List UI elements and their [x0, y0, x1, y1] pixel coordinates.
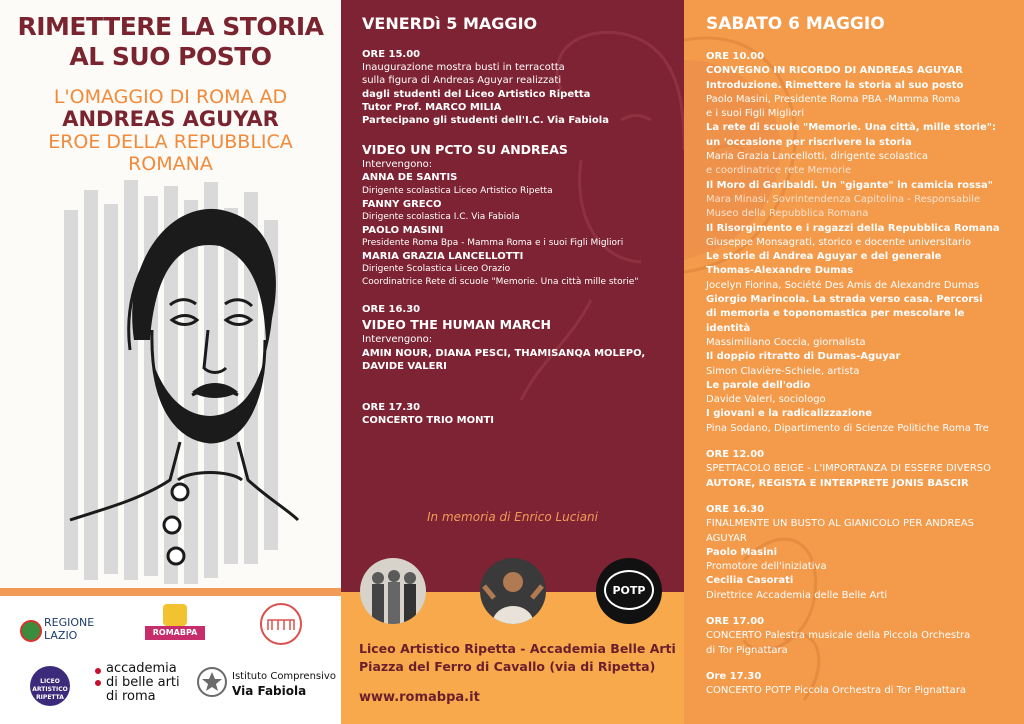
schedule-line: Introduzione. Rimettere la storia al suo posto [706, 79, 964, 91]
schedule-line: e coordinatrice rete Memorie [706, 165, 852, 177]
schedule-line: I giovani e la radicalizzazione [706, 408, 873, 420]
venue-line: Piazza del Ferro di Cavallo (via di Ripetta) [359, 659, 656, 674]
schedule-line: VIDEO UN PCTO SU ANDREAS [362, 142, 568, 158]
schedule-line: Direttrice Accademia delle Belle Arti [706, 589, 888, 601]
schedule-spacer [362, 373, 672, 387]
istituto-line: Istituto Comprensivo [232, 671, 336, 682]
subtitle-line-1: L'OMAGGIO DI ROMA AD [53, 86, 288, 108]
friday-day-heading: VENERDì 5 MAGGIO [362, 14, 538, 33]
schedule-spacer [362, 387, 672, 401]
schedule-line: ORE 16.30 [706, 503, 765, 515]
schedule-line: Paolo Masini, Presidente Roma PBA -Mamma Roma [706, 93, 961, 105]
poster-title-line-2: AL SUO POSTO [69, 42, 272, 71]
schedule-line: Mara Minasi, Sovrintendenza Capitolina - Responsabile [706, 193, 981, 205]
accademia-logo [106, 662, 180, 704]
accademia-line: di roma [106, 689, 156, 704]
schedule-line: CONCERTO TRIO MONTI [362, 415, 495, 427]
schedule-line: Jocelyn Fiorina, Société Des Amis de Alexandre Dumas [706, 279, 980, 291]
schedule-line: Dirigente scolastica I.C. Via Fabiola [362, 211, 520, 222]
schedule-line: Le storie di Andrea Aguyar e del generale [706, 251, 942, 263]
schedule-line: Simon Clavière-Schiele, artista [706, 365, 860, 377]
schedule-line: Il Risorgimento e i ragazzi della Repubblica Romana [706, 222, 1000, 234]
schedule-line: Dirigente scolastica Liceo Artistico Ripetta [362, 185, 553, 196]
schedule-line: Promotore dell'iniziativa [706, 561, 827, 573]
poster-title-line-1: RIMETTERE LA STORIA [17, 12, 324, 41]
schedule-line: Cecilia Casorati [706, 575, 794, 587]
schedule-line: Presidente Roma Bpa - Mamma Roma e i suoi Figli Migliori [362, 238, 624, 249]
schedule-line: Ore 17.30 [706, 670, 762, 682]
romabpa-logo [145, 604, 205, 648]
schedule-line: Giorgio Marincola. La strada verso casa. Percorsi [706, 294, 983, 306]
schedule-line: Giuseppe Monsagrati, storico e docente universitario [706, 236, 971, 248]
monument-logo-icon [258, 600, 304, 650]
schedule-line: Paolo Masini [706, 546, 778, 558]
schedule-line: Museo della Repubblica Romana [706, 208, 869, 220]
schedule-line: FANNY GRECO [362, 198, 442, 210]
schedule-line: sulla figura di Andreas Aguyar realizzati [362, 75, 562, 87]
schedule-line: PAOLO MASINI [362, 224, 444, 236]
regione-text: REGIONE [44, 616, 95, 629]
schedule-line: CONVEGNO IN RICORDO DI ANDREAS AGUYAR [706, 65, 963, 77]
schedule-line: ORE 15.00 [362, 49, 421, 60]
schedule-line: e i suoi Figli Migliori [706, 108, 805, 120]
subtitle-line-3: EROE DELLA REPUBBLICA [48, 131, 293, 153]
schedule-line: ORE 17.00 [706, 615, 765, 627]
schedule-line: Intervengono: [362, 334, 433, 346]
schedule-spacer [706, 491, 1006, 503]
venue-line: Liceo Artistico Ripetta - Accademia Belle Arti [359, 641, 676, 656]
friday-schedule [362, 48, 672, 427]
schedule-line: di Tor Pignattara [706, 644, 788, 656]
schedule-line: Dirigente Scolastica Liceo Orazio [362, 264, 511, 275]
accademia-dot-icon [95, 680, 101, 686]
schedule-line: Davide Valeri, sociologo [706, 394, 826, 406]
schedule-line: Intervengono: [362, 159, 433, 171]
portrait-illustration [60, 180, 300, 588]
schedule-line: FINALMENTE UN BUSTO AL GIANICOLO PER ANDREAS [706, 518, 974, 530]
schedule-line: Le parole dell'odio [706, 379, 811, 391]
schedule-line: AMIN NOUR, DIANA PESCI, THAMISANQA MOLEPO, [362, 347, 646, 359]
subtitle-line-4: ROMANA [128, 153, 213, 175]
schedule-spacer [706, 658, 1006, 670]
schedule-spacer [706, 603, 1006, 615]
memoria-text: In memoria di Enrico Luciani [427, 510, 598, 524]
schedule-line: Coordinatrice Rete di scuole "Memorie. Una città mille storie" [362, 277, 639, 288]
website-link[interactable]: www.romabpa.it [359, 690, 480, 705]
schedule-line: un 'occasione per riscrivere la storia [706, 136, 912, 148]
schedule-line: Partecipano gli studenti dell'I.C. Via Fabiola [362, 115, 609, 127]
partner-logos [0, 596, 341, 724]
left-panel [0, 0, 341, 724]
accademia-dot-icon [95, 668, 101, 674]
saturday-schedule [706, 50, 1006, 698]
schedule-line: ORE 17.30 [362, 402, 421, 414]
schedule-line: ORE 10.00 [706, 51, 765, 62]
schedule-line: VIDEO THE HUMAN MARCH [362, 317, 552, 333]
schedule-line: DAVIDE VALERI [362, 360, 447, 372]
schedule-line: Thomas-Alexandre Dumas [706, 265, 854, 277]
schedule-line: Massimiliano Coccia, giornalista [706, 336, 866, 348]
schedule-line: ORE 12.00 [706, 449, 765, 461]
romabpa-text: ROMABPA [145, 626, 205, 640]
liceo-ripetta-logo: LICEO ARTISTICO RIPETTA [30, 666, 70, 706]
istituto-line: Via Fabiola [232, 684, 307, 698]
istituto-logo [232, 670, 336, 698]
lazio-text: LAZIO [44, 629, 78, 642]
schedule-line: ORE 16.30 [362, 304, 421, 316]
venue-info [359, 640, 676, 676]
subtitle-line-2: ANDREAS AGUYAR [62, 107, 279, 131]
schedule-line: AUTORE, REGISTA E INTERPRETE JONIS BASCIR [706, 477, 969, 489]
schedule-spacer [706, 436, 1006, 448]
schedule-line: Il doppio ritratto di Dumas-Aguyar [706, 351, 901, 363]
performer-photo-icon [480, 558, 546, 624]
schedule-line: di memoria e toponomastica per mescolare le identità [706, 308, 965, 334]
schedule-line: Maria Grazia Lancellotti, dirigente scolastica [706, 151, 928, 163]
performer-photo [480, 558, 546, 624]
accademia-line: accademia [106, 661, 177, 676]
people-photo-icon [360, 558, 426, 624]
regione-lazio-logo [44, 616, 94, 642]
schedule-line: Pina Sodano, Dipartimento di Scienze Politiche Roma Tre [706, 422, 989, 434]
schedule-line: AGUYAR [706, 532, 747, 544]
trio-photo [360, 558, 426, 624]
accademia-line: di belle arti [106, 675, 180, 690]
republic-emblem-icon [196, 664, 228, 700]
schedule-line: La rete di scuole "Memorie. Una città, mille storie": [706, 122, 996, 134]
regione-lazio-logo-icon [20, 620, 42, 642]
left-orange-band [0, 588, 341, 596]
potp-text: POTP [612, 584, 646, 597]
schedule-line: Inaugurazione mostra busti in terracotta [362, 62, 565, 74]
schedule-line: Tutor Prof. MARCO MILIA [362, 101, 502, 113]
schedule-spacer [362, 289, 672, 303]
schedule-line: SPETTACOLO BEIGE - L'IMPORTANZA DI ESSERE DIVERSO [706, 463, 992, 475]
peace-hand-icon [163, 604, 187, 626]
schedule-line: Il Moro di Garibaldi. Un "gigante" in camicia rossa" [706, 179, 993, 191]
schedule-line: ANNA DE SANTIS [362, 172, 458, 184]
saturday-day-heading: SABATO 6 MAGGIO [706, 14, 885, 34]
potp-logo [596, 558, 662, 624]
schedule-line: MARIA GRAZIA LANCELLOTTI [362, 251, 524, 263]
schedule-spacer [362, 127, 672, 141]
schedule-line: CONCERTO Palestra musicale della Piccola Orchestra [706, 630, 971, 642]
schedule-line: dagli studenti del Liceo Artistico Ripetta [362, 88, 591, 100]
schedule-line: CONCERTO POTP Piccola Orchestra di Tor Pignattara [706, 685, 967, 697]
